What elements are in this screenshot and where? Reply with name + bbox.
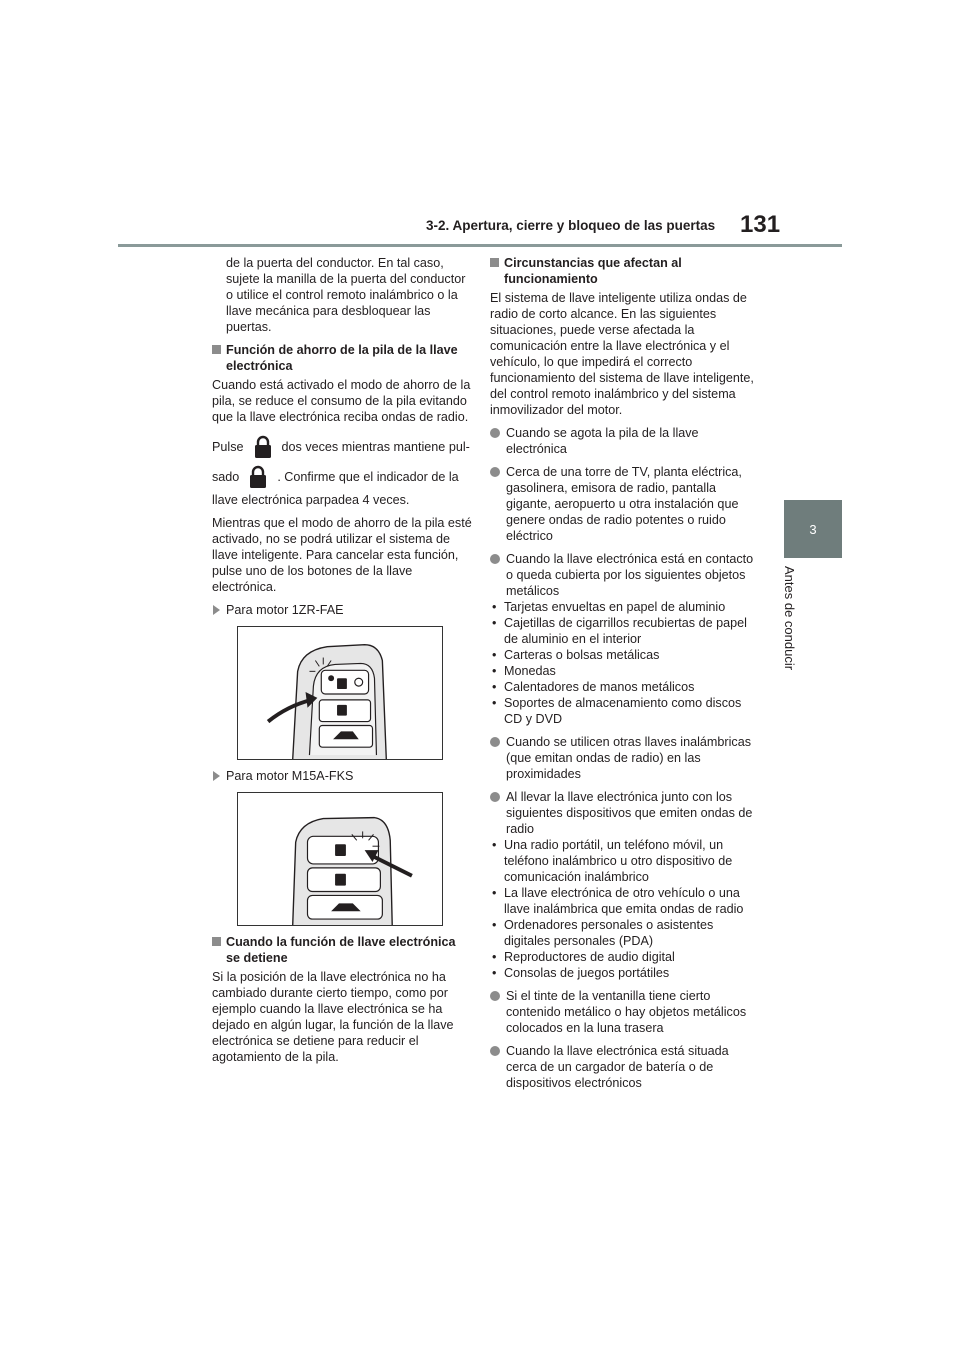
lock-icon	[250, 434, 276, 460]
header-rule	[118, 244, 842, 247]
bullet-dot-icon	[490, 467, 500, 477]
engine-m15a-text: Para motor M15A-FKS	[226, 769, 354, 783]
key-stops-heading-text: Cuando la función de llave electrónica se detiene	[226, 935, 456, 965]
section-title: 3-2. Apertura, cierre y bloqueo de las puertas	[426, 218, 716, 233]
list-item: • Una radio portátil, un teléfono móvil, un teléfono inalámbrico u otro dispositivo de comunicación inalámbrico	[490, 837, 758, 885]
bullet-dot-icon	[490, 428, 500, 438]
circumstance-text: Cuando la llave electrónica está en contacto o queda cubierta por los siguientes objetos metálicos	[506, 552, 754, 598]
battery-saving-text: Cuando está activado el modo de ahorro de la pila, se reduce el consumo de la pila evitando que la llave electrónica reciba ondas de radio.	[212, 378, 471, 424]
bullet-dot-icon	[490, 554, 500, 564]
page-number: 131	[740, 211, 781, 238]
lock-icon	[245, 464, 271, 490]
circumstance-item	[490, 789, 758, 837]
devices-list	[490, 837, 758, 981]
list-item: • Cajetillas de cigarrillos recubiertas de papel de aluminio en el interior	[490, 615, 758, 647]
circumstance-item	[490, 551, 758, 599]
circumstance-item	[490, 734, 758, 782]
square-marker-icon	[212, 937, 221, 946]
triangle-marker-icon	[213, 605, 220, 615]
held-line	[212, 462, 472, 492]
key-fob-drawing	[238, 627, 442, 759]
list-item: • Tarjetas envueltas en papel de aluminio	[490, 599, 758, 615]
bullet-dot-icon	[490, 1046, 500, 1056]
circumstance-item	[490, 425, 758, 457]
square-marker-icon	[490, 258, 499, 267]
circumstance-text: Cuando se utilicen otras llaves inalámbricas (que emitan ondas de radio) en las proximidades	[506, 735, 752, 781]
confirm-text: llave electrónica parpadea 4 veces.	[212, 493, 410, 507]
intro-text: de la puerta del conductor. En tal caso, sujete la manilla de la puerta del conductor o utilice el control remoto inalámbrico o la llave mecánica para desbloquear las puertas.	[226, 256, 466, 334]
battery-saving-heading	[212, 342, 472, 374]
right-column	[490, 255, 758, 1098]
circumstance-item	[490, 1043, 758, 1091]
cancel-text: Mientras que el modo de ahorro de la pila esté activado, no se podrá utilizar el sistema de llave inteligente. Para cancelar esta función, pulse uno de los botones de la llave electrónica.	[212, 516, 472, 594]
bullet-dot-icon	[490, 991, 500, 1001]
list-item: • Monedas	[490, 663, 758, 679]
held-suffix: . Confirme que el indicador de la	[277, 470, 459, 484]
key-fob-illustration-m15a	[237, 792, 443, 926]
chapter-tab: 3	[784, 500, 842, 558]
circumstance-item	[490, 988, 758, 1036]
chapter-label	[782, 566, 812, 694]
list-item: • Soportes de almacenamiento como discos CD y DVD	[490, 695, 758, 727]
triangle-marker-icon	[213, 771, 220, 781]
circumstance-text: Cuando la llave electrónica está situada cerca de un cargador de batería o de dispositivos electrónicos	[506, 1044, 729, 1090]
circumstance-text: Cerca de una torre de TV, planta eléctrica, gasolinera, emisora de radio, pantalla gigante, aeropuerto u otra instalación que genere ondas de radio potentes o ruido eléctrico	[506, 465, 742, 543]
key-stops-heading	[212, 934, 472, 966]
circumstance-text: Al llevar la llave electrónica junto con los siguientes dispositivos que emiten ondas de radio	[506, 790, 753, 836]
pulse-prefix: Pulse	[212, 440, 244, 454]
metal-objects-list	[490, 599, 758, 727]
bullet-dot-icon	[490, 737, 500, 747]
battery-saving-heading-text: Función de ahorro de la pila de la llave electrónica	[226, 343, 458, 373]
list-item: • Calentadores de manos metálicos	[490, 679, 758, 695]
pulse-suffix: dos veces mientras mantiene pul-	[281, 440, 470, 454]
circumstance-text: Cuando se agota la pila de la llave electrónica	[506, 426, 699, 456]
engine-1zr-text: Para motor 1ZR-FAE	[226, 603, 344, 617]
left-column	[212, 255, 472, 1072]
list-item: • La llave electrónica de otro vehículo o una llave inalámbrica que emita ondas de radio	[490, 885, 758, 917]
engine-1zr-label	[212, 602, 472, 618]
held-prefix: sado	[212, 470, 240, 484]
list-item: • Consolas de juegos portátiles	[490, 965, 758, 981]
key-fob-drawing	[238, 793, 442, 925]
circumstance-text: Si el tinte de la ventanilla tiene cierto contenido metálico o hay objetos metálicos colocados en la luna trasera	[506, 989, 747, 1035]
circumstances-intro: El sistema de llave inteligente utiliza ondas de radio de corto alcance. En las siguientes situaciones, puede verse afectada la comunicación entre la llave electrónica y el vehículo, lo que impedirá el correcto funcionamiento del sistema de llave inteligente, del control remoto inalámbrico y del sistema inmovilizador del motor.	[490, 291, 754, 417]
circumstance-item	[490, 464, 758, 544]
list-item: • Carteras o bolsas metálicas	[490, 647, 758, 663]
bullet-dot-icon	[490, 792, 500, 802]
square-marker-icon	[212, 345, 221, 354]
circumstances-heading-text: Circunstancias que afectan al funcionamiento	[504, 256, 682, 286]
engine-m15a-label	[212, 768, 472, 784]
key-fob-illustration-1zr	[237, 626, 443, 760]
chapter-label-text: Antes de conducir	[782, 566, 797, 671]
list-item: • Reproductores de audio digital	[490, 949, 758, 965]
circumstances-heading	[490, 255, 758, 287]
list-item: • Ordenadores personales o asistentes digitales personales (PDA)	[490, 917, 758, 949]
pulse-line	[212, 432, 472, 462]
key-stops-text: Si la posición de la llave electrónica no ha cambiado durante cierto tiempo, como por ejemplo cuando la llave electrónica se ha dejado en algún lugar, la función de la llave electrónica se detiene para reducir el agotamiento de la pila.	[212, 970, 454, 1064]
